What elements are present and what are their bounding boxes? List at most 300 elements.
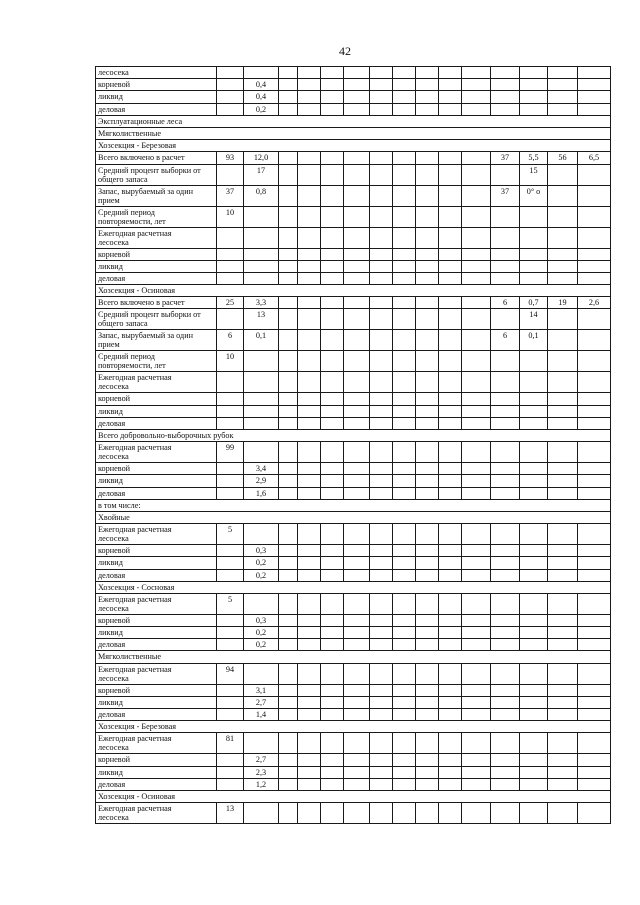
table-cell (298, 803, 321, 824)
table-cell (298, 79, 321, 91)
table-cell (548, 709, 578, 721)
table-cell (578, 557, 611, 569)
table-cell (578, 309, 611, 330)
section-title: Хозсекция - Березовая (96, 721, 611, 733)
table-cell (439, 260, 462, 272)
table-cell (578, 569, 611, 581)
table-cell (298, 248, 321, 260)
table-cell (217, 684, 244, 696)
table-cell (520, 545, 548, 557)
table-cell (298, 696, 321, 708)
table-cell (491, 475, 520, 487)
table-cell (491, 557, 520, 569)
table-cell (370, 475, 393, 487)
table-cell (439, 248, 462, 260)
table-cell (491, 463, 520, 475)
table-cell: 94 (217, 663, 244, 684)
table-cell (370, 185, 393, 206)
table-cell: 6 (217, 330, 244, 351)
table-cell (344, 487, 370, 499)
table-cell (217, 463, 244, 475)
table-cell (279, 766, 298, 778)
table-cell (321, 372, 344, 393)
table-cell (439, 309, 462, 330)
table-cell (416, 351, 439, 372)
table-row (96, 260, 611, 272)
table-cell (279, 593, 298, 614)
table-cell (520, 627, 548, 639)
table-cell (279, 393, 298, 405)
table-cell (279, 696, 298, 708)
table-cell (548, 627, 578, 639)
table-cell (393, 164, 416, 185)
table-row (96, 152, 611, 164)
table-cell (393, 557, 416, 569)
table-cell (279, 330, 298, 351)
table-cell (344, 696, 370, 708)
table-cell (298, 164, 321, 185)
row-label: Ежегодная расчетная лесосека (96, 442, 217, 463)
table-row (96, 545, 611, 557)
table-row (96, 206, 611, 227)
table-cell (393, 351, 416, 372)
table-cell (548, 164, 578, 185)
table-cell (321, 351, 344, 372)
table-cell (393, 463, 416, 475)
table-row (96, 475, 611, 487)
table-cell (520, 803, 548, 824)
table-cell (298, 152, 321, 164)
table-row (96, 91, 611, 103)
table-cell (416, 545, 439, 557)
table-cell: 5 (217, 524, 244, 545)
table-cell (217, 393, 244, 405)
table-cell (217, 248, 244, 260)
table-cell (416, 766, 439, 778)
table-cell (439, 778, 462, 790)
table-cell (370, 297, 393, 309)
row-label: Ежегодная расчетная лесосека (96, 524, 217, 545)
table-cell (279, 639, 298, 651)
table-cell (578, 778, 611, 790)
table-cell (462, 164, 491, 185)
table-cell (578, 593, 611, 614)
table-cell (393, 442, 416, 463)
table-cell (548, 766, 578, 778)
table-cell (439, 487, 462, 499)
table-cell (462, 351, 491, 372)
table-cell (217, 475, 244, 487)
table-cell (279, 487, 298, 499)
table-cell: 0,3 (244, 614, 279, 626)
table-cell (321, 778, 344, 790)
table-cell (244, 393, 279, 405)
table-cell (548, 248, 578, 260)
table-cell (217, 103, 244, 115)
table-cell (520, 733, 548, 754)
table-cell (321, 463, 344, 475)
table-cell (279, 79, 298, 91)
table-cell (548, 405, 578, 417)
table-cell (491, 754, 520, 766)
table-cell (462, 260, 491, 272)
table-row (96, 330, 611, 351)
table-cell (578, 639, 611, 651)
table-row (96, 103, 611, 115)
row-label: корневой (96, 463, 217, 475)
table-cell (217, 417, 244, 429)
table-row (96, 393, 611, 405)
table-cell (578, 733, 611, 754)
table-cell: 0,1 (520, 330, 548, 351)
table-cell (578, 67, 611, 79)
table-cell (491, 309, 520, 330)
table-cell: 17 (244, 164, 279, 185)
table-cell (416, 297, 439, 309)
table-cell (298, 67, 321, 79)
table-cell (491, 351, 520, 372)
table-cell (321, 260, 344, 272)
table-cell (370, 663, 393, 684)
table-cell (321, 569, 344, 581)
table-cell (321, 475, 344, 487)
table-cell (416, 152, 439, 164)
table-cell (439, 103, 462, 115)
row-label: Средний период повторяемости, лет (96, 206, 217, 227)
table-cell (279, 545, 298, 557)
table-cell (520, 463, 548, 475)
table-cell (393, 487, 416, 499)
table-cell: 2,7 (244, 754, 279, 766)
table-row (96, 778, 611, 790)
table-row (96, 248, 611, 260)
table-cell (393, 330, 416, 351)
table-cell (321, 709, 344, 721)
table-cell (279, 91, 298, 103)
row-label: ликвид (96, 557, 217, 569)
table-cell (279, 185, 298, 206)
table-cell (578, 766, 611, 778)
table-cell (370, 593, 393, 614)
table-cell (217, 639, 244, 651)
table-cell: 2,3 (244, 766, 279, 778)
table-cell (548, 463, 578, 475)
table-cell (279, 152, 298, 164)
table-cell (344, 684, 370, 696)
table-cell: 1,4 (244, 709, 279, 721)
table-cell (578, 206, 611, 227)
table-cell (298, 524, 321, 545)
table-cell (217, 557, 244, 569)
table-cell (491, 206, 520, 227)
table-cell (321, 545, 344, 557)
table-cell (416, 463, 439, 475)
table-cell (321, 103, 344, 115)
table-cell (491, 524, 520, 545)
table-cell (344, 351, 370, 372)
table-cell (217, 272, 244, 284)
table-cell (439, 152, 462, 164)
table-cell (462, 766, 491, 778)
table-cell (244, 803, 279, 824)
table-cell (370, 639, 393, 651)
table-cell (520, 405, 548, 417)
table-cell (416, 248, 439, 260)
table-cell (321, 663, 344, 684)
table-cell (416, 417, 439, 429)
table-cell (217, 487, 244, 499)
table-cell (298, 569, 321, 581)
table-cell (370, 614, 393, 626)
table-cell (393, 766, 416, 778)
table-cell (370, 463, 393, 475)
table-row (96, 372, 611, 393)
table-cell: 0,3 (244, 545, 279, 557)
table-cell (491, 684, 520, 696)
table-cell (439, 627, 462, 639)
table-cell (548, 663, 578, 684)
table-cell: 2,7 (244, 696, 279, 708)
table-cell (321, 754, 344, 766)
table-cell: 0,4 (244, 91, 279, 103)
table-cell (491, 442, 520, 463)
table-cell (439, 803, 462, 824)
table-cell (217, 79, 244, 91)
row-label: деловая (96, 569, 217, 581)
table-cell (370, 487, 393, 499)
table-row (96, 803, 611, 824)
table-cell (370, 330, 393, 351)
forest-cutting-table (95, 66, 611, 824)
table-cell (462, 696, 491, 708)
table-cell (393, 545, 416, 557)
table-cell (298, 372, 321, 393)
table-cell (321, 79, 344, 91)
table-cell (298, 663, 321, 684)
table-cell (439, 475, 462, 487)
table-cell (462, 248, 491, 260)
table-cell (462, 103, 491, 115)
table-cell (344, 663, 370, 684)
table-cell (279, 569, 298, 581)
table-cell (548, 227, 578, 248)
table-cell (321, 803, 344, 824)
table-cell (520, 684, 548, 696)
table-cell: 56 (548, 152, 578, 164)
row-label: деловая (96, 709, 217, 721)
table-cell (298, 545, 321, 557)
table-cell (491, 639, 520, 651)
table-cell (244, 227, 279, 248)
table-cell (217, 91, 244, 103)
table-cell: 37 (491, 152, 520, 164)
table-cell (321, 442, 344, 463)
row-label: Ежегодная расчетная лесосека (96, 803, 217, 824)
table-cell (217, 164, 244, 185)
row-label: ликвид (96, 627, 217, 639)
table-cell (217, 67, 244, 79)
table-cell (439, 709, 462, 721)
table-cell (462, 67, 491, 79)
section-row (96, 285, 611, 297)
table-cell (548, 684, 578, 696)
table-cell (370, 272, 393, 284)
table-cell (416, 260, 439, 272)
table-row (96, 79, 611, 91)
table-cell (279, 248, 298, 260)
section-title: Мягколиственные (96, 127, 611, 139)
table-cell (548, 442, 578, 463)
table-cell (244, 206, 279, 227)
table-row (96, 297, 611, 309)
table-cell (439, 545, 462, 557)
table-cell: 1,6 (244, 487, 279, 499)
table-cell (548, 103, 578, 115)
table-cell (393, 91, 416, 103)
table-cell: 6 (491, 297, 520, 309)
table-cell: 6 (491, 330, 520, 351)
row-label: ликвид (96, 475, 217, 487)
table-cell (279, 557, 298, 569)
table-cell: 0,7 (520, 297, 548, 309)
table-cell (217, 569, 244, 581)
table-cell (217, 778, 244, 790)
table-cell (416, 164, 439, 185)
row-label: ликвид (96, 405, 217, 417)
table-cell (520, 766, 548, 778)
table-cell (393, 709, 416, 721)
table-cell (491, 417, 520, 429)
table-cell (439, 164, 462, 185)
table-cell (578, 91, 611, 103)
table-cell (462, 442, 491, 463)
row-label: ликвид (96, 696, 217, 708)
table-row (96, 405, 611, 417)
table-cell (491, 103, 520, 115)
table-cell (321, 557, 344, 569)
table-cell (298, 557, 321, 569)
table-cell: 81 (217, 733, 244, 754)
table-row (96, 696, 611, 708)
table-row (96, 627, 611, 639)
table-cell (548, 754, 578, 766)
table-cell (520, 593, 548, 614)
table-cell (548, 803, 578, 824)
table-cell (298, 185, 321, 206)
table-cell (344, 206, 370, 227)
table-cell (344, 593, 370, 614)
table-cell (321, 684, 344, 696)
table-row (96, 487, 611, 499)
section-row (96, 499, 611, 511)
table-cell (548, 309, 578, 330)
table-cell: 5 (217, 593, 244, 614)
table-cell (416, 778, 439, 790)
table-cell (244, 405, 279, 417)
table-cell (491, 272, 520, 284)
table-cell (393, 309, 416, 330)
table-cell (393, 417, 416, 429)
table-cell (548, 475, 578, 487)
table-cell (393, 639, 416, 651)
table-cell (439, 557, 462, 569)
table-cell (344, 463, 370, 475)
section-title: в том числе: (96, 499, 611, 511)
table-cell (462, 475, 491, 487)
table-cell (491, 164, 520, 185)
table-cell (491, 778, 520, 790)
row-label: деловая (96, 487, 217, 499)
table-cell (370, 778, 393, 790)
table-cell (393, 227, 416, 248)
table-cell (548, 545, 578, 557)
table-cell (462, 639, 491, 651)
table-cell (244, 260, 279, 272)
table-cell: 14 (520, 309, 548, 330)
table-cell (462, 206, 491, 227)
table-cell (439, 351, 462, 372)
table-cell (548, 524, 578, 545)
table-cell (578, 164, 611, 185)
table-cell (344, 442, 370, 463)
table-cell (520, 487, 548, 499)
table-cell (279, 442, 298, 463)
table-cell (298, 593, 321, 614)
row-label: Всего включено в расчет (96, 297, 217, 309)
table-cell (548, 67, 578, 79)
table-row (96, 663, 611, 684)
table-cell (520, 372, 548, 393)
table-cell (370, 260, 393, 272)
section-title: Хозсекция - Березовая (96, 140, 611, 152)
table-cell (491, 709, 520, 721)
table-cell: 6,5 (578, 152, 611, 164)
table-cell (244, 67, 279, 79)
table-cell (548, 372, 578, 393)
table-cell (578, 248, 611, 260)
table-cell (393, 79, 416, 91)
table-cell (370, 206, 393, 227)
table-row (96, 67, 611, 79)
table-cell: 37 (217, 185, 244, 206)
table-cell (462, 152, 491, 164)
page-number: 42 (339, 44, 351, 58)
table-cell (298, 463, 321, 475)
table-cell: 2,6 (578, 297, 611, 309)
table-cell (244, 733, 279, 754)
table-cell (439, 524, 462, 545)
table-cell (298, 297, 321, 309)
table-cell (370, 754, 393, 766)
table-cell (370, 803, 393, 824)
table-cell (520, 639, 548, 651)
table-cell (344, 627, 370, 639)
table-cell (344, 67, 370, 79)
table-cell (462, 372, 491, 393)
table-cell (462, 309, 491, 330)
table-cell (393, 614, 416, 626)
table-cell (393, 103, 416, 115)
table-cell: 0,2 (244, 103, 279, 115)
table-cell (344, 709, 370, 721)
table-cell (217, 260, 244, 272)
table-cell (370, 442, 393, 463)
table-cell (393, 475, 416, 487)
table-cell (344, 164, 370, 185)
table-cell (439, 330, 462, 351)
table-cell (491, 593, 520, 614)
table-cell (279, 524, 298, 545)
